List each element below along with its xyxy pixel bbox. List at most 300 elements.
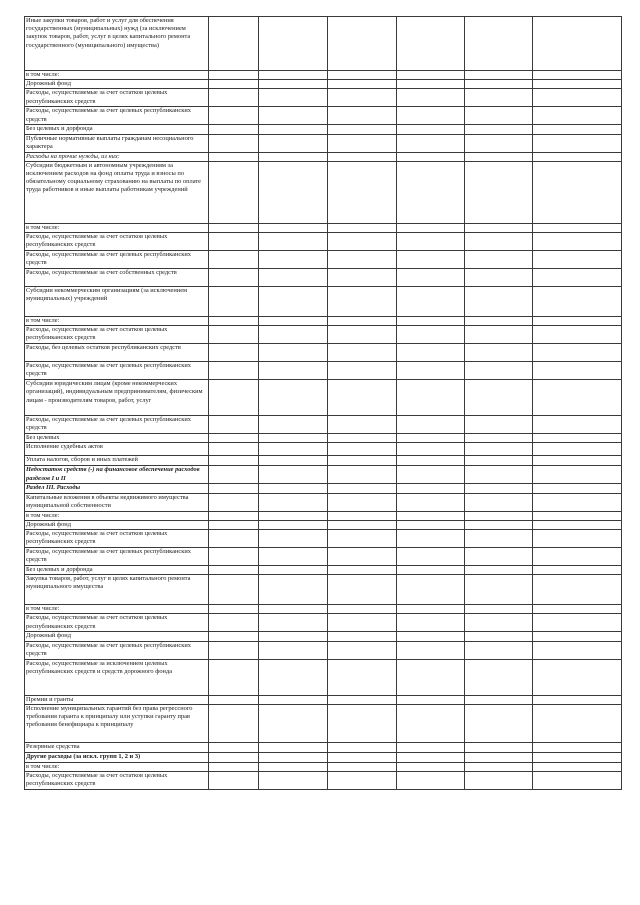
row-label: Уплата налогов, сборов и иных платежей bbox=[25, 456, 209, 466]
value-cell bbox=[209, 134, 259, 152]
value-cell bbox=[209, 772, 259, 790]
value-cell bbox=[465, 566, 533, 575]
row-label: в том числе: bbox=[25, 71, 209, 80]
value-cell bbox=[533, 344, 622, 362]
value-cell bbox=[465, 380, 533, 416]
value-cell bbox=[328, 659, 397, 695]
value-cell bbox=[397, 269, 465, 287]
value-cell bbox=[397, 752, 465, 762]
row-label: Расходы, осуществляемые за счет собственных средств bbox=[25, 269, 209, 287]
value-cell bbox=[209, 493, 259, 511]
value-cell bbox=[465, 71, 533, 80]
value-cell bbox=[328, 456, 397, 466]
value-cell bbox=[533, 317, 622, 326]
value-cell bbox=[465, 89, 533, 107]
value-cell bbox=[397, 566, 465, 575]
value-cell bbox=[533, 530, 622, 548]
value-cell bbox=[533, 520, 622, 529]
value-cell bbox=[259, 80, 328, 89]
value-cell bbox=[533, 269, 622, 287]
value-cell bbox=[328, 233, 397, 251]
value-cell bbox=[533, 762, 622, 771]
value-cell bbox=[209, 742, 259, 752]
value-cell bbox=[328, 80, 397, 89]
value-cell bbox=[533, 233, 622, 251]
value-cell bbox=[209, 161, 259, 223]
value-cell bbox=[533, 511, 622, 520]
table-row bbox=[25, 80, 622, 89]
row-label: Расходы, осуществляемые за счет остатков целевых республиканских средств bbox=[25, 89, 209, 107]
value-cell bbox=[397, 641, 465, 659]
value-cell bbox=[533, 134, 622, 152]
row-label: Расходы, осуществляемые за счет целевых республиканских средств bbox=[25, 107, 209, 125]
value-cell bbox=[533, 641, 622, 659]
value-cell bbox=[259, 695, 328, 704]
value-cell bbox=[209, 317, 259, 326]
value-cell bbox=[328, 752, 397, 762]
value-cell bbox=[397, 416, 465, 434]
value-cell bbox=[259, 125, 328, 134]
value-cell bbox=[397, 456, 465, 466]
value-cell bbox=[465, 434, 533, 443]
value-cell bbox=[465, 362, 533, 380]
value-cell bbox=[209, 434, 259, 443]
value-cell bbox=[533, 125, 622, 134]
value-cell bbox=[397, 548, 465, 566]
value-cell bbox=[397, 742, 465, 752]
value-cell bbox=[533, 575, 622, 605]
table-row bbox=[25, 287, 622, 317]
value-cell bbox=[465, 762, 533, 771]
value-cell bbox=[328, 161, 397, 223]
value-cell bbox=[397, 326, 465, 344]
value-cell bbox=[533, 742, 622, 752]
value-cell bbox=[465, 317, 533, 326]
value-cell bbox=[259, 632, 328, 641]
value-cell bbox=[209, 695, 259, 704]
value-cell bbox=[259, 466, 328, 484]
table-row bbox=[25, 772, 622, 790]
value-cell bbox=[328, 317, 397, 326]
value-cell bbox=[465, 704, 533, 742]
value-cell bbox=[533, 632, 622, 641]
value-cell bbox=[533, 107, 622, 125]
value-cell bbox=[397, 466, 465, 484]
table-row bbox=[25, 752, 622, 762]
value-cell bbox=[397, 223, 465, 232]
value-cell bbox=[328, 641, 397, 659]
value-cell bbox=[397, 530, 465, 548]
value-cell bbox=[209, 17, 259, 71]
value-cell bbox=[259, 152, 328, 161]
value-cell bbox=[209, 762, 259, 771]
value-cell bbox=[465, 416, 533, 434]
table-row bbox=[25, 742, 622, 752]
value-cell bbox=[465, 456, 533, 466]
value-cell bbox=[259, 575, 328, 605]
row-label: Без целевых bbox=[25, 434, 209, 443]
value-cell bbox=[328, 762, 397, 771]
value-cell bbox=[397, 317, 465, 326]
value-cell bbox=[259, 362, 328, 380]
table-row bbox=[25, 605, 622, 614]
value-cell bbox=[209, 456, 259, 466]
row-label: Расходы, осуществляемые за счет целевых республиканских средств bbox=[25, 641, 209, 659]
value-cell bbox=[533, 17, 622, 71]
table-row bbox=[25, 511, 622, 520]
value-cell bbox=[397, 233, 465, 251]
value-cell bbox=[397, 17, 465, 71]
row-label: Резервные средства bbox=[25, 742, 209, 752]
value-cell bbox=[328, 125, 397, 134]
row-label: в том числе: bbox=[25, 223, 209, 232]
table-row bbox=[25, 434, 622, 443]
value-cell bbox=[328, 493, 397, 511]
value-cell bbox=[259, 530, 328, 548]
value-cell bbox=[397, 89, 465, 107]
value-cell bbox=[397, 704, 465, 742]
value-cell bbox=[465, 575, 533, 605]
value-cell bbox=[397, 380, 465, 416]
value-cell bbox=[209, 223, 259, 232]
value-cell bbox=[397, 125, 465, 134]
value-cell bbox=[397, 152, 465, 161]
value-cell bbox=[328, 152, 397, 161]
value-cell bbox=[397, 484, 465, 493]
value-cell bbox=[259, 134, 328, 152]
value-cell bbox=[397, 71, 465, 80]
row-label: Премии и гранты bbox=[25, 695, 209, 704]
table-row bbox=[25, 530, 622, 548]
value-cell bbox=[259, 17, 328, 71]
value-cell bbox=[328, 434, 397, 443]
value-cell bbox=[328, 344, 397, 362]
value-cell bbox=[465, 530, 533, 548]
value-cell bbox=[328, 362, 397, 380]
value-cell bbox=[465, 80, 533, 89]
value-cell bbox=[209, 511, 259, 520]
value-cell bbox=[259, 493, 328, 511]
value-cell bbox=[209, 659, 259, 695]
value-cell bbox=[328, 251, 397, 269]
value-cell bbox=[533, 695, 622, 704]
row-label: Недостаток средств (-) на финансовое обеспечение расходов разделов I и II bbox=[25, 466, 209, 484]
value-cell bbox=[397, 443, 465, 456]
value-cell bbox=[328, 520, 397, 529]
row-label: Исполнение судебных актов bbox=[25, 443, 209, 456]
value-cell bbox=[465, 511, 533, 520]
value-cell bbox=[533, 772, 622, 790]
value-cell bbox=[209, 251, 259, 269]
value-cell bbox=[465, 326, 533, 344]
value-cell bbox=[328, 416, 397, 434]
value-cell bbox=[533, 326, 622, 344]
row-label: Дорожный фонд bbox=[25, 632, 209, 641]
row-label: Расходы, без целевых остатков республиканских средств bbox=[25, 344, 209, 362]
value-cell bbox=[397, 614, 465, 632]
table-row bbox=[25, 152, 622, 161]
value-cell bbox=[259, 641, 328, 659]
value-cell bbox=[397, 695, 465, 704]
budget-table-body bbox=[25, 17, 622, 790]
table-row bbox=[25, 493, 622, 511]
value-cell bbox=[328, 380, 397, 416]
row-label: Раздел III. Расходы bbox=[25, 484, 209, 493]
row-label: Расходы, осуществляемые за счет целевых республиканских средств bbox=[25, 548, 209, 566]
table-row bbox=[25, 762, 622, 771]
row-label: Субсидии бюджетным и автономным учреждениям за исключением расходов на фонд оплаты труда и взносы по обязательному социальному страхованию на выплаты по оплате труда работников и иные выплаты работникам учреждений bbox=[25, 161, 209, 223]
table-row bbox=[25, 466, 622, 484]
table-row bbox=[25, 443, 622, 456]
table-row bbox=[25, 326, 622, 344]
value-cell bbox=[259, 251, 328, 269]
table-row bbox=[25, 659, 622, 695]
row-label: Расходы, осуществляемые за счет остатков целевых республиканских средств bbox=[25, 772, 209, 790]
row-label: Субсидии юридическим лицам (кроме некоммерческих организаций), индивидуальным предпринимателям, физическим лицам - производителям товаров, работ, услуг bbox=[25, 380, 209, 416]
value-cell bbox=[209, 107, 259, 125]
row-label: Другие расходы (за искл. групп 1, 2 и 3) bbox=[25, 752, 209, 762]
table-row bbox=[25, 233, 622, 251]
value-cell bbox=[209, 632, 259, 641]
value-cell bbox=[259, 233, 328, 251]
value-cell bbox=[259, 107, 328, 125]
value-cell bbox=[259, 772, 328, 790]
value-cell bbox=[397, 493, 465, 511]
value-cell bbox=[259, 704, 328, 742]
table-row bbox=[25, 380, 622, 416]
value-cell bbox=[533, 614, 622, 632]
value-cell bbox=[397, 605, 465, 614]
value-cell bbox=[209, 89, 259, 107]
value-cell bbox=[397, 434, 465, 443]
value-cell bbox=[209, 416, 259, 434]
value-cell bbox=[328, 772, 397, 790]
value-cell bbox=[259, 416, 328, 434]
row-label: Публичные нормативные выплаты гражданам несоциального характера bbox=[25, 134, 209, 152]
value-cell bbox=[465, 659, 533, 695]
row-label: Расходы, осуществляемые за счет остатков целевых республиканских средств bbox=[25, 614, 209, 632]
value-cell bbox=[533, 605, 622, 614]
table-row bbox=[25, 575, 622, 605]
value-cell bbox=[397, 80, 465, 89]
value-cell bbox=[533, 80, 622, 89]
table-row bbox=[25, 566, 622, 575]
value-cell bbox=[465, 742, 533, 752]
table-row bbox=[25, 704, 622, 742]
value-cell bbox=[259, 659, 328, 695]
value-cell bbox=[533, 89, 622, 107]
value-cell bbox=[533, 566, 622, 575]
row-label: Без целевых и дорфонда bbox=[25, 566, 209, 575]
row-label: Расходы, осуществляемые за счет целевых республиканских средств bbox=[25, 416, 209, 434]
table-row bbox=[25, 161, 622, 223]
value-cell bbox=[259, 326, 328, 344]
value-cell bbox=[209, 362, 259, 380]
value-cell bbox=[397, 520, 465, 529]
value-cell bbox=[259, 269, 328, 287]
value-cell bbox=[533, 251, 622, 269]
value-cell bbox=[209, 605, 259, 614]
value-cell bbox=[465, 520, 533, 529]
row-label: Расходы на прочие нужды, из них: bbox=[25, 152, 209, 161]
value-cell bbox=[465, 614, 533, 632]
value-cell bbox=[259, 161, 328, 223]
value-cell bbox=[397, 362, 465, 380]
value-cell bbox=[397, 344, 465, 362]
value-cell bbox=[533, 466, 622, 484]
value-cell bbox=[209, 380, 259, 416]
value-cell bbox=[328, 443, 397, 456]
value-cell bbox=[328, 287, 397, 317]
value-cell bbox=[465, 443, 533, 456]
value-cell bbox=[209, 326, 259, 344]
budget-table bbox=[24, 16, 622, 790]
value-cell bbox=[465, 484, 533, 493]
row-label: Субсидии некоммерческим организациям (за исключением муниципальных) учреждений bbox=[25, 287, 209, 317]
value-cell bbox=[328, 704, 397, 742]
value-cell bbox=[533, 223, 622, 232]
value-cell bbox=[259, 89, 328, 107]
value-cell bbox=[209, 548, 259, 566]
table-row bbox=[25, 269, 622, 287]
value-cell bbox=[259, 548, 328, 566]
value-cell bbox=[209, 466, 259, 484]
row-label: в том числе: bbox=[25, 511, 209, 520]
value-cell bbox=[465, 269, 533, 287]
value-cell bbox=[465, 548, 533, 566]
value-cell bbox=[328, 107, 397, 125]
value-cell bbox=[328, 566, 397, 575]
table-row bbox=[25, 456, 622, 466]
value-cell bbox=[209, 614, 259, 632]
value-cell bbox=[328, 530, 397, 548]
row-label: в том числе: bbox=[25, 762, 209, 771]
value-cell bbox=[328, 484, 397, 493]
value-cell bbox=[328, 466, 397, 484]
table-row bbox=[25, 614, 622, 632]
value-cell bbox=[533, 493, 622, 511]
value-cell bbox=[209, 71, 259, 80]
value-cell bbox=[533, 380, 622, 416]
value-cell bbox=[209, 233, 259, 251]
value-cell bbox=[328, 742, 397, 752]
value-cell bbox=[465, 632, 533, 641]
value-cell bbox=[259, 511, 328, 520]
table-row bbox=[25, 548, 622, 566]
value-cell bbox=[209, 641, 259, 659]
value-cell bbox=[259, 223, 328, 232]
row-label: в том числе: bbox=[25, 317, 209, 326]
value-cell bbox=[533, 456, 622, 466]
row-label: Закупка товаров, работ, услуг в целях капитального ремонта муниципального имущества bbox=[25, 575, 209, 605]
value-cell bbox=[259, 456, 328, 466]
value-cell bbox=[209, 344, 259, 362]
value-cell bbox=[465, 134, 533, 152]
table-row bbox=[25, 520, 622, 529]
value-cell bbox=[465, 17, 533, 71]
value-cell bbox=[533, 659, 622, 695]
table-row bbox=[25, 89, 622, 107]
table-row bbox=[25, 344, 622, 362]
value-cell bbox=[259, 484, 328, 493]
value-cell bbox=[328, 134, 397, 152]
value-cell bbox=[533, 362, 622, 380]
value-cell bbox=[397, 762, 465, 771]
table-row bbox=[25, 251, 622, 269]
row-label: Без целевых и дорфонда bbox=[25, 125, 209, 134]
value-cell bbox=[328, 605, 397, 614]
value-cell bbox=[397, 632, 465, 641]
value-cell bbox=[328, 511, 397, 520]
table-row bbox=[25, 17, 622, 71]
value-cell bbox=[328, 614, 397, 632]
table-row bbox=[25, 134, 622, 152]
row-label: Расходы, осуществляемые за счет целевых республиканских средств bbox=[25, 362, 209, 380]
table-row bbox=[25, 641, 622, 659]
value-cell bbox=[465, 695, 533, 704]
value-cell bbox=[465, 152, 533, 161]
value-cell bbox=[397, 575, 465, 605]
value-cell bbox=[259, 287, 328, 317]
value-cell bbox=[533, 434, 622, 443]
row-label: Дорожный фонд bbox=[25, 520, 209, 529]
row-label: Расходы, осуществляемые за счет остатков целевых республиканских средств bbox=[25, 530, 209, 548]
value-cell bbox=[259, 566, 328, 575]
table-row bbox=[25, 695, 622, 704]
table-row bbox=[25, 632, 622, 641]
value-cell bbox=[533, 416, 622, 434]
value-cell bbox=[465, 251, 533, 269]
value-cell bbox=[328, 695, 397, 704]
value-cell bbox=[397, 161, 465, 223]
value-cell bbox=[465, 161, 533, 223]
row-label: Исполнение муниципальных гарантий без права регрессного требования гаранта к принципалу или уступки гаранту прав требования бенефициара к принципалу bbox=[25, 704, 209, 742]
value-cell bbox=[533, 152, 622, 161]
value-cell bbox=[465, 107, 533, 125]
value-cell bbox=[209, 269, 259, 287]
row-label: в том числе: bbox=[25, 605, 209, 614]
value-cell bbox=[397, 107, 465, 125]
row-label: Дорожный фонд bbox=[25, 80, 209, 89]
value-cell bbox=[328, 17, 397, 71]
value-cell bbox=[533, 704, 622, 742]
row-label: Расходы, осуществляемые за счет остатков целевых республиканских средств bbox=[25, 326, 209, 344]
value-cell bbox=[533, 71, 622, 80]
value-cell bbox=[328, 269, 397, 287]
value-cell bbox=[328, 326, 397, 344]
row-label: Расходы, осуществляемые за счет остатков целевых республиканских средств bbox=[25, 233, 209, 251]
value-cell bbox=[259, 317, 328, 326]
value-cell bbox=[465, 772, 533, 790]
value-cell bbox=[209, 566, 259, 575]
value-cell bbox=[259, 752, 328, 762]
value-cell bbox=[209, 704, 259, 742]
table-row bbox=[25, 223, 622, 232]
value-cell bbox=[209, 575, 259, 605]
value-cell bbox=[259, 742, 328, 752]
value-cell bbox=[397, 251, 465, 269]
row-label: Расходы, осуществляемые за счет целевых республиканских средств bbox=[25, 251, 209, 269]
value-cell bbox=[533, 548, 622, 566]
value-cell bbox=[259, 520, 328, 529]
value-cell bbox=[259, 443, 328, 456]
value-cell bbox=[533, 287, 622, 317]
value-cell bbox=[209, 443, 259, 456]
value-cell bbox=[209, 125, 259, 134]
value-cell bbox=[397, 134, 465, 152]
value-cell bbox=[465, 641, 533, 659]
value-cell bbox=[328, 548, 397, 566]
